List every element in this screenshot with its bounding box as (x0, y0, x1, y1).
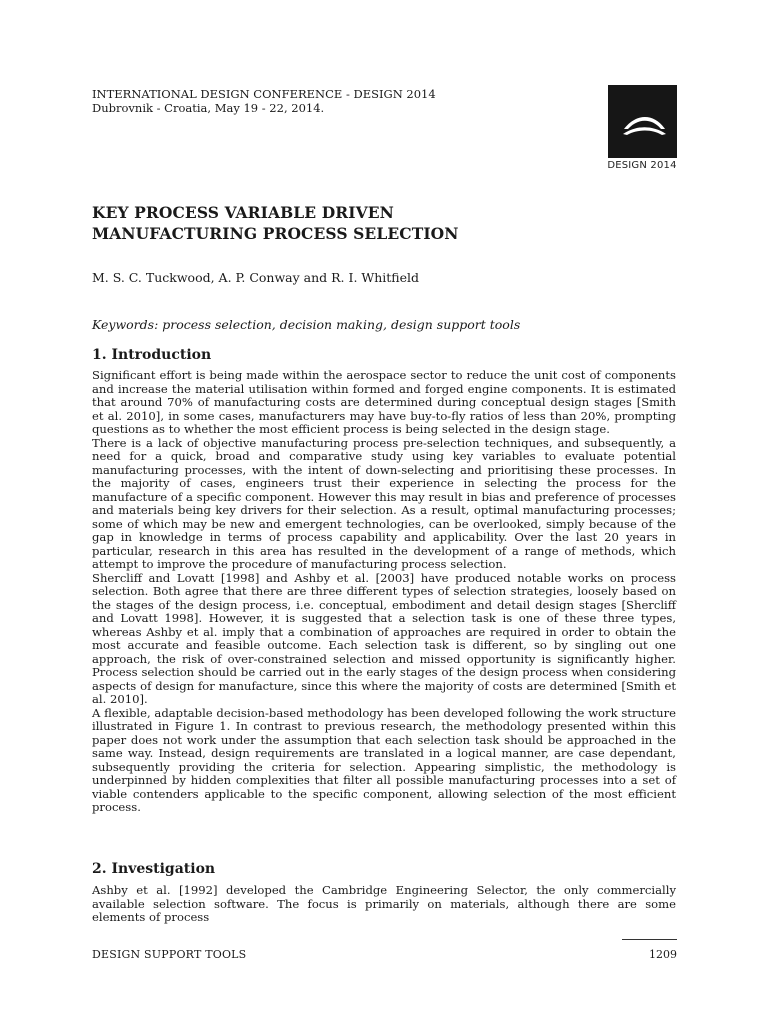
paper-title-line2: MANUFACTURING PROCESS SELECTION (92, 224, 459, 243)
paper-title (92, 202, 592, 244)
logo-caption: DESIGN 2014 (607, 160, 677, 171)
page-number: 1209 (649, 948, 677, 961)
footer-rule (622, 939, 677, 940)
footer-section-label: DESIGN SUPPORT TOOLS (92, 948, 247, 961)
design-arc-icon (608, 85, 677, 158)
paper-keywords: Keywords: process selection, decision making, design support tools (92, 317, 521, 332)
conference-location-date: Dubrovnik - Croatia, May 19 - 22, 2014. (92, 101, 325, 115)
paper-title-line1: KEY PROCESS VARIABLE DRIVEN (92, 203, 394, 222)
paper-authors: M. S. C. Tuckwood, A. P. Conway and R. I. Whitfield (92, 270, 420, 285)
paragraph: There is a lack of objective manufacturing process pre-selection techniques, and subsequently, a need for a quick, broad and comparative study using key variables to evaluate potential manufacturing processes, with the intent of down-selecting and prioritising these processes. In the majority of cases, engineers trust their experience in selecting the process for the manufacture of a specific component. However this may result in bias and preference of processes and materials being key drivers for their selection. As a result, optimal manufacturing processes; some of which may be new and emergent technologies, can be overlooked, simply because of the gap in knowledge in terms of process capability and applicability. Over the last 20 years in particular, research in this area has resulted in the development of a range of methods, which attempt to improve the procedure of manufacturing process selection. (92, 435, 676, 571)
conference-name: INTERNATIONAL DESIGN CONFERENCE - DESIGN 2014 (92, 87, 436, 101)
design-conference-logo (608, 85, 677, 158)
paragraph: Ashby et al. [1992] developed the Cambridge Engineering Selector, the only commercially available selection software. The focus is primarily on materials, although there are some elements of process (92, 883, 676, 924)
section-heading-investigation: 2. Investigation (92, 861, 216, 877)
conference-header (92, 87, 436, 115)
paragraph: Significant effort is being made within the aerospace sector to reduce the unit cost of components and increase the material utilisation within formed and forged engine components. It is estimated that around 70% of manufacturing costs are determined during conceptual design stages [Smith et al. 2010], in some cases, manufacturers may have buy-to-fly ratios of less than 20%, prompting questions as to whether the most efficient process is being selected in the design stage. (92, 368, 676, 436)
introduction-body (92, 369, 676, 815)
paragraph: A flexible, adaptable decision-based methodology has been developed following the work structure illustrated in Figure 1. In contrast to previous research, the methodology presented within this paper does not work under the assumption that each selection task should be approached in the same way. Instead, design requirements are translated in a logical manner, are case dependant, subsequently providing the criteria for selection. Appearing simplistic, the methodology is underpinned by hidden complexities that filter all possible manufacturing processes into a set of viable contenders applicable to the specific component, allowing selection of the most efficient process. (92, 705, 676, 814)
section-heading-introduction: 1. Introduction (92, 347, 212, 363)
paragraph: Shercliff and Lovatt [1998] and Ashby et al. [2003] have produced notable works on process selection. Both agree that there are three different types of selection strategies, loosely based on the stages of the design process, i.e. conceptual, embodiment and detail design stages [Shercliff and Lovatt 1998]. However, it is suggested that a selection task is one of these three types, whereas Ashby et al. imply that a combination of approaches are required in order to obtain the most accurate and feasible outcome. Each selection task is different, so by singling out one approach, the risk of over-constrained selection and missed opportunity is significantly higher. Process selection should be carried out in the early stages of the design process when considering aspects of design for manufacture, since this where the majority of costs are determined [Smith et al. 2010]. (92, 570, 676, 706)
investigation-body (92, 884, 676, 925)
